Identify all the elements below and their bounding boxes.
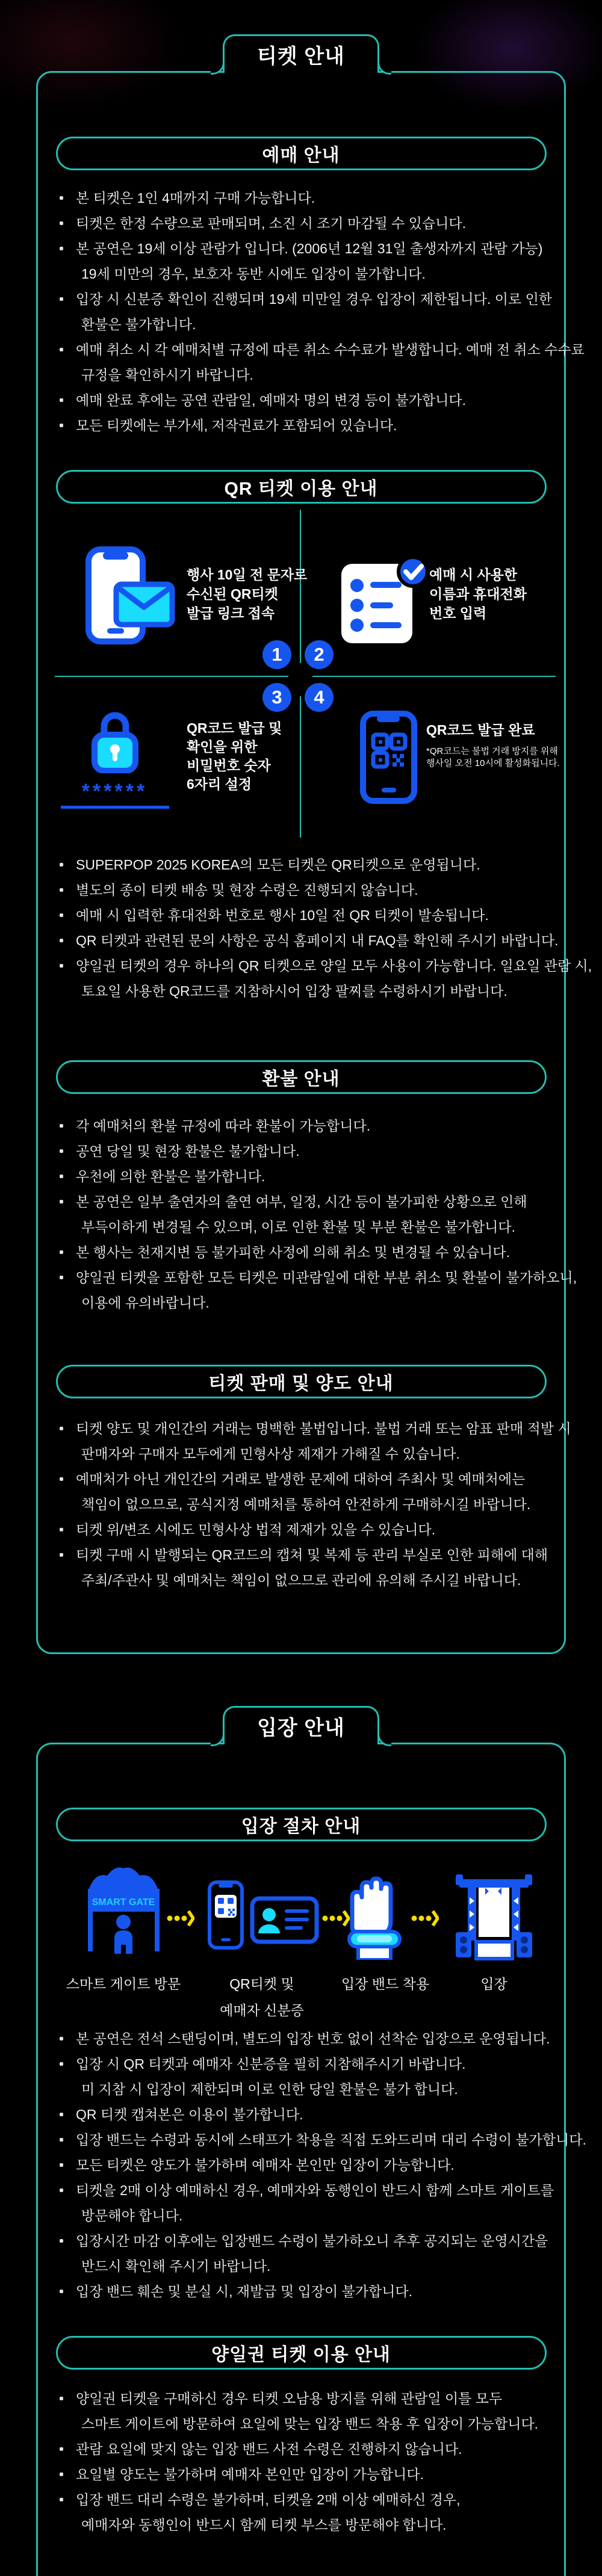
phone-message-icon [85,546,175,648]
password-mask-text: ****** [81,780,148,803]
bullet-line: 티켓 양도 및 개인간의 거래는 명백한 불법입니다. 불법 거래 또는 암표 판매 적발 시 [76,1421,571,1436]
list-item [54,928,564,953]
arrow-right-icon [167,1909,194,1930]
list-item [54,1517,564,1542]
list-item [54,2102,564,2127]
divider-vertical-bottom [300,696,301,838]
bullet-line: 티켓 구매 시 발행되는 QR코드의 캡쳐 및 복제 등 관리 부실로 인한 피해에 대해 [76,1547,548,1563]
qr-step-1-text: 행사 10일 전 문자로 수신된 QR티켓 발급 링크 접속 [187,567,308,621]
bullet-line: 주최/주관사 및 예매처는 책임이 없으므로 관리에 유의해 주시길 바랍니다. [81,1572,521,1588]
bullet-line: 스마트 게이트에 방문하여 요일에 맞는 입장 밴드 착용 후 입장이 가능합니다. [81,2416,539,2432]
list-item [54,2462,564,2487]
list-item [54,211,564,236]
checklist-icon [339,555,429,650]
bullet-line: 티켓은 한정 수량으로 판매되며, 소진 시 조기 마감될 수 있습니다. [76,215,466,231]
bullet-line: 별도의 종이 티켓 배송 및 현장 수령은 진행되지 않습니다. [76,882,418,898]
divider-horizontal-left [55,676,288,677]
bullet-line: 양일권 티켓의 경우 하나의 QR 티켓으로 양일 모두 사용이 가능합니다. 일요일 관람 시, [76,958,592,974]
password-lock-group [56,711,173,809]
resale-bullet-list [38,1416,571,1593]
list-item [54,1138,564,1164]
divider-horizontal-right [312,676,556,677]
bullet-line: 입장 시 신분증 확인이 진행되며 19세 미만일 경우 입장이 제한됩니다. 이로 인한 [76,291,553,307]
list-item [54,953,592,1004]
phone-qr-icon [360,711,417,807]
bullet-line: 입장 밴드 훼손 및 분실 시, 재발급 및 입장이 불가합니다. [76,2284,413,2299]
refund-section-title: 환불 안내 [262,1069,340,1089]
bullet-line: 티켓 위/변조 시에도 민형사상 법적 제재가 있을 수 있습니다. [76,1522,436,1537]
bullet-line: 모든 티켓에는 부가세, 저작권료가 포함되어 있습니다. [76,418,397,433]
bullet-line: 규정을 확인하시기 바랍니다. [81,367,253,383]
list-item [54,2228,564,2279]
bullet-line: 관람 요일에 맞지 않는 입장 밴드 사전 수령은 진행하지 않습니다. [76,2441,462,2457]
bullet-line: 본 공연은 전석 스탠딩이며, 별도의 입장 번호 없이 선착순 입장으로 운영됩니다. [76,2031,550,2046]
bullet-line: 반드시 확인해 주시기 바랍니다. [81,2258,271,2274]
resale-section-title: 티켓 판매 및 양도 안내 [208,1374,394,1394]
bullet-line: 입장 밴드는 수령과 동시에 스태프가 착용을 직접 도와드리며 대리 수령이 불가합니다. [76,2132,586,2148]
entry-step-label-3: 입장 밴드 착용 [341,1976,430,1992]
bullet-line: 환불은 불가합니다. [81,317,196,332]
booking-section-header [56,137,547,170]
two-day-section-title: 양일권 티켓 이용 안내 [211,2345,391,2365]
list-item [54,286,564,337]
bullet-line: QR 티켓과 관련된 문의 사항은 공식 홈페이지 내 FAQ를 확인해 주시기 바랍니다. [76,933,559,948]
booking-bullet-list [38,185,585,438]
bullet-line: 본 공연은 일부 출연자의 출연 여부, 일정, 시간 등이 불가피한 상황으로 인해 [76,1194,527,1209]
qr-process-diagram [38,504,564,841]
list-item [54,1240,564,1265]
entry-bullet-list [38,2026,586,2304]
bullet-line: 요일별 양도는 불가하며 예매자 본인만 입장이 가능합니다. [76,2466,424,2482]
bullet-line: 예매 완료 후에는 공연 관람일, 예매자 명의 변경 등이 불가합니다. [76,392,466,408]
ticket-info-panel [36,0,592,1654]
qr-step-3-text: QR코드 발급 및 확인을 위한 비밀번호 숫자 6자리 설정 [187,720,282,792]
id-card-icon [250,1896,319,1947]
qr-step-4-note: *QR코드는 불법 거래 방지를 위해 행사일 오전 10시에 활성화됩니다. [426,746,560,768]
bullet-line: 본 공연은 19세 이상 관람가 입니다. (2006년 12월 31일 출생자까지 관람 가능) [76,241,543,256]
qr-step-4-title: QR코드 발급 완료 [426,722,535,738]
list-item [54,2436,564,2462]
bullet-line: 방문해야 합니다. [81,2208,183,2223]
entry-info-tab [223,1706,379,1744]
entry-steps-diagram [38,1862,564,2019]
list-item [54,1164,564,1189]
list-item [54,877,564,903]
list-item [54,185,564,211]
list-item [54,1466,564,1517]
list-item [54,1265,577,1315]
entry-step-label-2: QR티켓 및 예매자 신분증 [220,1976,304,2018]
arrow-right-icon [411,1909,439,1930]
password-underline [61,806,169,809]
ticket-info-tab-label: 티켓 안내 [257,45,345,68]
list-item [54,2279,564,2304]
list-item [54,1542,564,1593]
list-item [54,2487,564,2537]
bullet-line: 우천에 의한 환불은 불가합니다. [76,1169,265,1184]
bullet-line: 본 행사는 천재지변 등 불가피한 사정에 의해 취소 및 변경될 수 있습니다. [76,1244,510,1260]
bullet-line: 양일권 티켓을 포함한 모든 티켓은 미관람일에 대한 부분 취소 및 환불이 불가하오니, [76,1270,577,1285]
entry-step-label-1: 스마트 게이트 방문 [66,1976,181,1992]
wristband-hand-icon [337,1870,409,1963]
list-item [54,236,564,286]
qr-step-number-4: 4 [305,683,334,712]
bullet-line: 입장시간 마감 이후에는 입장밴드 수령이 불가하오니 추후 공지되는 운영시간을 [76,2233,548,2249]
list-item [54,2051,564,2102]
bullet-line: 예매처가 아닌 개인간의 거래로 발생한 문제에 대하여 주최사 및 예매처에는 [76,1471,526,1487]
ticket-info-box [36,71,592,1654]
bullet-line: 모든 티켓은 양도가 불가하며 예매자 본인만 입장이 가능합니다. [76,2157,455,2173]
qr-step-number-1: 1 [262,640,291,669]
bullet-line: 책임이 없으므로, 공식지정 예매처를 통하여 안전하게 구매하시길 바랍니다. [81,1496,531,1512]
list-item [54,388,564,413]
list-item [54,1189,564,1240]
refund-section-header [56,1060,547,1094]
smart-gate-sign-text: SMART GATE [92,1897,155,1907]
bullet-line: 부득이하게 변경될 수 있으며, 이로 인한 환불 및 부분 환불은 불가합니다. [81,1219,516,1235]
stage-icon [453,1872,535,1965]
list-item [54,2152,564,2178]
list-item [54,1113,564,1138]
resale-section-header [56,1365,547,1398]
qr-bullet-list [38,852,592,1004]
bullet-line: 예매자와 동행인이 반드시 함께 티켓 부스를 방문해야 합니다. [81,2517,447,2533]
bullet-line: SUPERPOP 2025 KOREA의 모든 티켓은 QR티켓으로 운영됩니다. [76,857,480,873]
bullet-line: 판매자와 구매자 모두에게 민형사상 제재가 가해질 수 있습니다. [81,1446,460,1462]
bullet-line: 각 예매처의 환불 규정에 따라 환불이 가능합니다. [76,1118,371,1134]
qr-section-header [56,470,547,504]
list-item [54,903,564,928]
qr-step-number-2: 2 [305,640,334,669]
entry-info-panel [36,1654,586,2576]
bullet-line: 공연 당일 및 현장 환불은 불가합니다. [76,1143,300,1159]
list-item [54,2127,586,2152]
booking-section-title: 예매 안내 [262,146,340,165]
list-item [54,337,585,388]
bullet-line: 예매 취소 시 각 예매처별 규정에 따른 취소 수수료가 발생합니다. 예매 전 취소 수수료 [76,342,585,357]
bullet-line: 입장 밴드 대리 수령은 불가하며, 티켓을 2매 이상 예매하신 경우, [76,2492,461,2507]
lock-icon [56,711,173,776]
list-item [54,413,564,438]
list-item [54,2026,564,2051]
entry-info-box [36,1743,586,2576]
bullet-line: 19세 미만의 경우, 보호자 동반 시에도 입장이 불가합니다. [81,266,426,282]
bullet-line: 티켓을 2매 이상 예매하신 경우, 예매자와 동행인이 반드시 함께 스마트 게이트를 [76,2182,554,2198]
list-item [54,852,564,877]
two-day-bullet-list [38,2386,564,2537]
bullet-line: 본 티켓은 1인 4매까지 구매 가능합니다. [76,190,315,206]
qr-step-number-3: 3 [262,683,291,712]
list-item [54,1416,571,1466]
bullet-line: 이용에 유의바랍니다. [81,1295,209,1311]
phone-qr-small-icon [208,1880,244,1953]
entry-procedure-title: 입장 절차 안내 [241,1817,361,1836]
ticket-info-tab [223,34,379,73]
list-item [54,2178,564,2228]
bullet-line: 양일권 티켓을 구매하신 경우 티켓 오남용 방지를 위해 관람일 이틀 모두 [76,2391,503,2406]
two-day-section-header [56,2336,547,2370]
bullet-line: 토요일 사용한 QR코드를 지참하시어 입장 팔찌를 수령하시기 바랍니다. [81,983,507,999]
bullet-line: 예매 시 입력한 휴대전화 번호로 행사 10일 전 QR 티켓이 발송됩니다. [76,907,489,923]
entry-step-label-4: 입장 [480,1976,507,1992]
entry-info-tab-label: 입장 안내 [257,1717,345,1740]
bullet-line: QR 티켓 캡쳐본은 이용이 불가합니다. [76,2107,303,2122]
list-item [54,2386,564,2436]
smart-gate-icon [83,1862,164,1959]
refund-bullet-list [38,1113,577,1315]
bullet-line: 미 지참 시 입장이 제한되며 이로 인한 당일 환불은 불가 합니다. [81,2081,458,2097]
qr-section-title: QR 티켓 이용 안내 [224,479,378,499]
bullet-line: 입장 시 QR 티켓과 예매자 신분증을 필히 지참해주시기 바랍니다. [76,2056,466,2072]
qr-step-4-text [426,720,560,770]
qr-step-2-text: 예매 시 사용한 이름과 휴대전화 번호 입력 [429,567,527,621]
entry-procedure-header [56,1808,547,1841]
